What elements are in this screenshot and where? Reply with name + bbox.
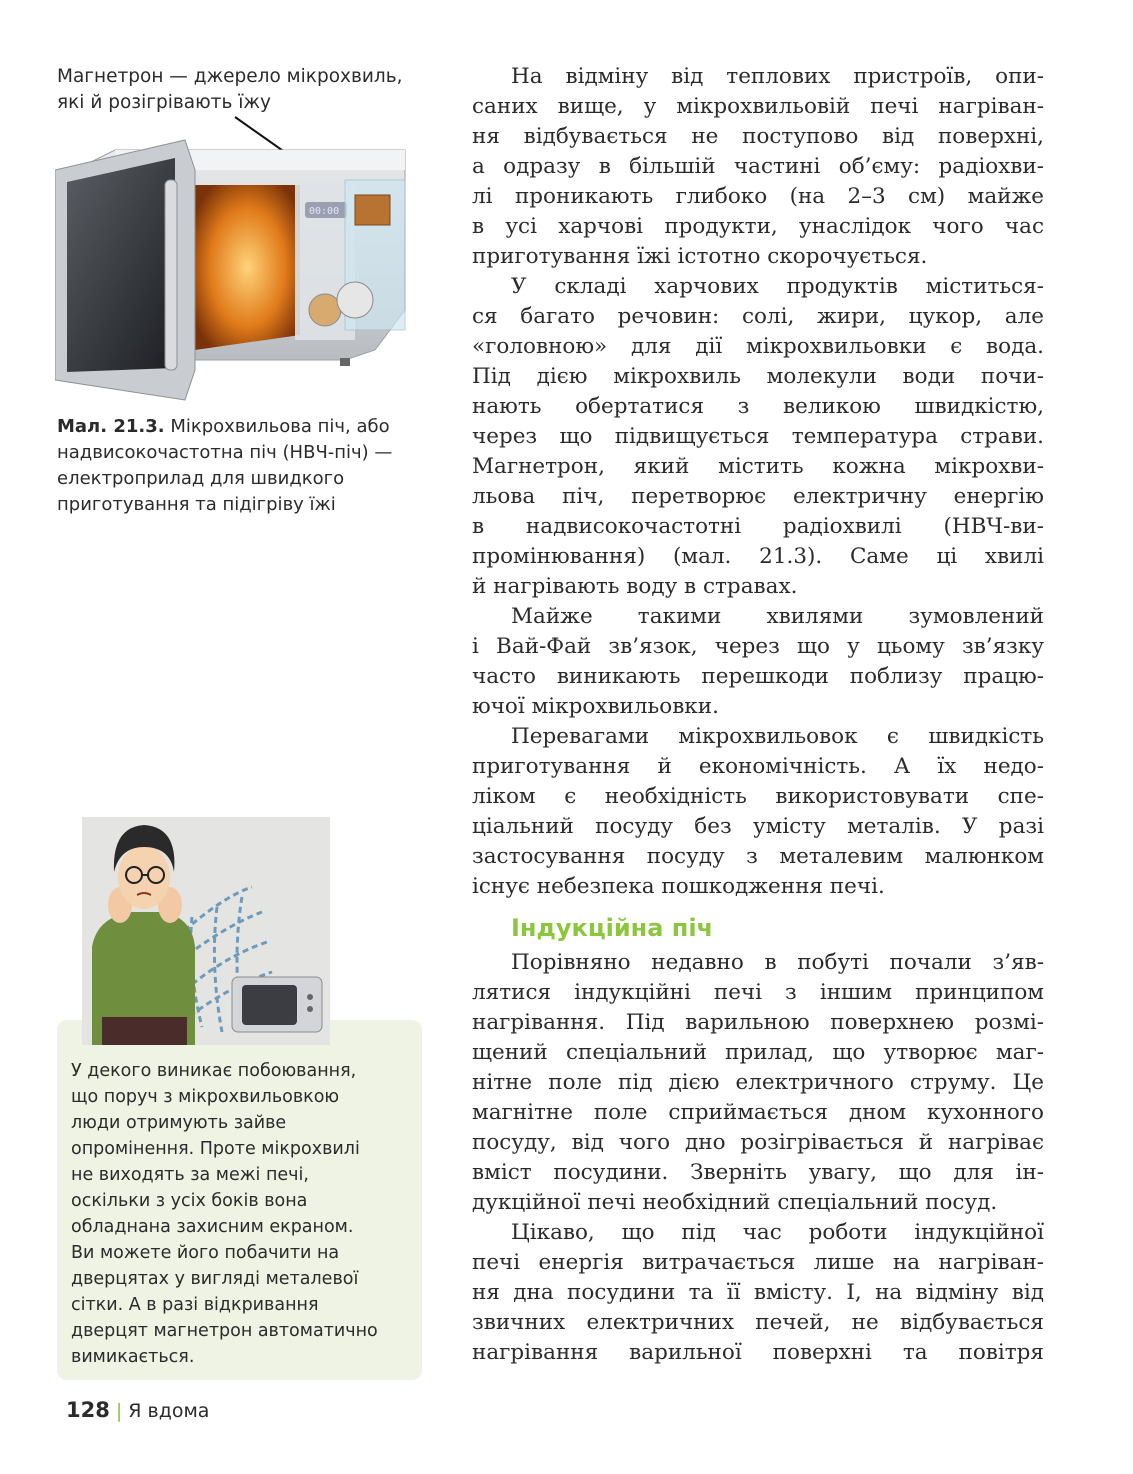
text-line: У складі харчових продуктів міститься- — [511, 274, 1044, 299]
note-line: сітки. А в разі відкривання — [71, 1295, 319, 1315]
text-line: ціальний посуду без умісту металів. У разі — [472, 814, 1044, 839]
microwave-illustration — [55, 110, 425, 410]
note-box — [57, 1020, 422, 1380]
text-line: Порівняно недавно в побуті почали з’яв- — [511, 950, 1044, 975]
text-line: щений спеціальний прилад, що утворює маг- — [472, 1040, 1044, 1065]
note-line: люди отримують зайве — [71, 1113, 287, 1133]
text-line: лятися індукційні печі з іншим принципом — [472, 980, 1044, 1005]
footer-separator: | — [115, 1400, 123, 1422]
text-line: приготування їжі істотно скорочується. — [472, 244, 928, 269]
text-line: застосування посуду з металевим малюнком — [472, 844, 1044, 869]
note-line: що поруч з мікрохвильовкою — [71, 1087, 340, 1107]
text-line: і Вай-Фай зв’язок, через що у цьому зв’язку — [472, 634, 1044, 659]
text-line: Магнетрон, який містить кожна мікрохви- — [472, 454, 1044, 479]
callout-line: Магнетрон — джерело мікрохвиль, — [57, 66, 403, 87]
text-line: Цікаво, що під час роботи індукційної — [511, 1220, 1044, 1245]
note-line: У декого виникає побоювання, — [71, 1061, 357, 1081]
page-number: 128 — [66, 1398, 110, 1422]
text-line: а одразу в більшій частині об’єму: радіохви- — [472, 154, 1044, 179]
caption-line: Мал. 21.3. Мікрохвильова піч, або — [57, 416, 390, 437]
note-line: опромінення. Проте мікрохвилі — [71, 1139, 360, 1159]
text-line: ліком є необхідність використовувати спе- — [472, 784, 1044, 809]
page-footer — [66, 1398, 209, 1422]
figure-caption — [57, 414, 417, 518]
text-line: ся багато речовин: солі, жири, цукор, але — [472, 304, 1044, 329]
text-line: Перевагами мікрохвильовок є швидкість — [511, 724, 1044, 749]
text-line: приготування й економічність. А їх недо- — [472, 754, 1044, 779]
text-line: Майже такими хвилями зумовлений — [511, 604, 1044, 629]
text-line: звичних електричних печей, не відбувається — [472, 1310, 1044, 1335]
text-line: печі енергія витрачається лише на нагріван- — [472, 1250, 1044, 1275]
text-line: ючої мікрохвильовки. — [472, 694, 719, 719]
note-text — [71, 1058, 416, 1370]
text-line: льова піч, перетворює електричну енергію — [472, 484, 1044, 509]
paragraph — [472, 948, 1044, 1218]
caption-line: електроприлад для швидкого — [57, 468, 345, 489]
callout-line: які й розігрівають їжу — [57, 92, 271, 113]
note-line: Ви можете його побачити на — [71, 1243, 340, 1263]
text-line: нагрівання. Під варильною поверхнею розмі- — [472, 1010, 1044, 1035]
magnetron-icon — [355, 195, 390, 225]
oven-display: 00:00 — [309, 206, 340, 217]
text-line: магнітне поле сприймається дном кухонного — [472, 1100, 1044, 1125]
paragraph — [472, 602, 1044, 722]
text-line: «головною» для дії мікрохвильовки є вода. — [472, 334, 1044, 359]
text-line: лі проникають глибоко (на 2–3 см) майже — [472, 184, 1044, 209]
text-line: промінювання) (мал. 21.3). Саме ці хвилі — [472, 544, 1044, 569]
worried-woman-illustration — [82, 817, 330, 1045]
text-line: дукційної печі необхідний спеціальний посуд. — [472, 1190, 998, 1215]
caption-label: Мал. 21.3. — [57, 416, 165, 437]
text-line: нагрівання варильної поверхні та повітря — [472, 1340, 1044, 1365]
text-line: посуду, від чого дно розігрівається й нагріває — [472, 1130, 1044, 1155]
text-line: через що підвищується температура страви. — [472, 424, 1044, 449]
text-line: й нагрівають воду в стравах. — [472, 574, 798, 599]
text-line: вміст посудини. Зверніть увагу, що для ін- — [472, 1160, 1044, 1185]
text-line: Під дією мікрохвиль молекули води почи- — [472, 364, 1044, 389]
section-name: Я вдома — [128, 1400, 210, 1422]
section-heading: Індукційна піч — [511, 914, 714, 942]
paragraph — [472, 1218, 1044, 1368]
paragraph — [472, 722, 1044, 902]
note-line: вимикається. — [71, 1347, 195, 1367]
text-line: в надвисокочастотні радіохвилі (НВЧ-ви- — [472, 514, 1044, 539]
main-text — [472, 62, 1044, 1368]
text-line: На відміну від теплових пристроїв, опи- — [511, 64, 1044, 89]
note-line: не виходять за межі печі, — [71, 1165, 309, 1185]
text-line: ня дна посудини та її вмісту. І, на відміну від — [472, 1280, 1044, 1305]
note-line: дверцят магнетрон автоматично — [71, 1321, 378, 1341]
text-line: в усі харчові продукти, унаслідок чого час — [472, 214, 1044, 239]
paragraph — [472, 272, 1044, 602]
text-line: часто виникають перешкоди поблизу працю- — [472, 664, 1044, 689]
text-line: нають обертатися з великою швидкістю, — [472, 394, 1044, 419]
note-line: обладнана захисним екраном. — [71, 1217, 354, 1237]
text-line: ня відбувається не поступово від поверхні, — [472, 124, 1044, 149]
magnetron-callout — [57, 64, 437, 116]
note-line: оскільки з усіх боків вона — [71, 1191, 308, 1211]
text-line: нітне поле під дією електричного струму. Це — [472, 1070, 1044, 1095]
caption-line: надвисокочастотна піч (НВЧ-піч) — — [57, 442, 393, 463]
text-line: існує небезпека пошкодження печі. — [472, 874, 885, 899]
note-line: дверцятах у вигляді металевої — [71, 1269, 359, 1289]
paragraph — [472, 62, 1044, 272]
text-line: саних вище, у мікрохвильовій печі нагріван- — [472, 94, 1044, 119]
caption-line: приготування та підігріву їжі — [57, 494, 336, 515]
